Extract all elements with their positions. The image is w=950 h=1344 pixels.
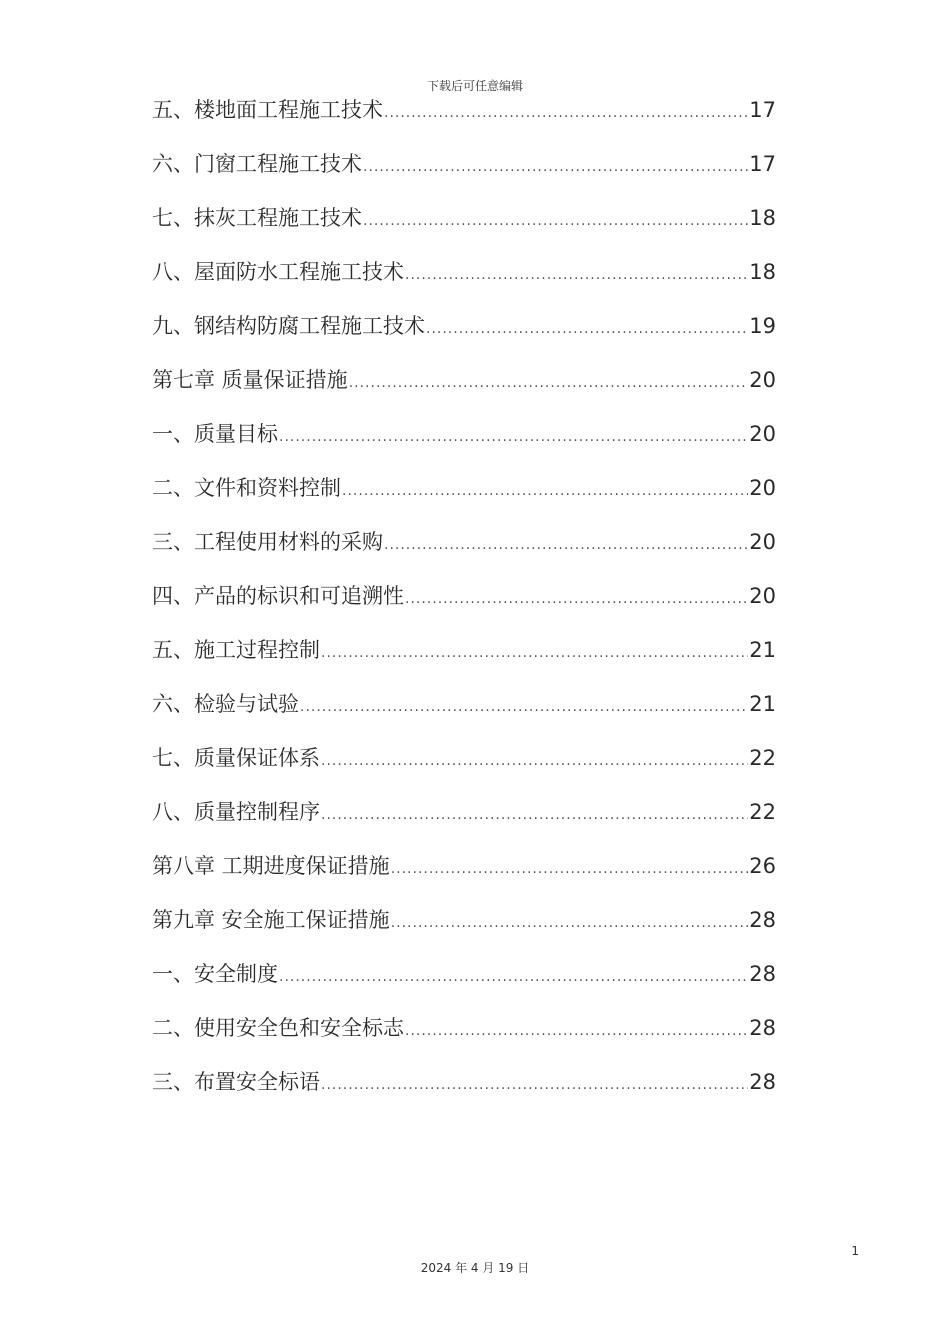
toc-entry-page: 26 (749, 854, 776, 878)
toc-dot-leader (363, 146, 748, 188)
toc-entry-page: 28 (749, 908, 776, 932)
toc-entry[interactable] (152, 1007, 776, 1061)
toc-entry[interactable] (152, 359, 776, 413)
toc-entry-page: 21 (749, 692, 776, 716)
page-footer-date: 2024 年 4 月 19 日 (420, 1261, 530, 1275)
toc-entry[interactable] (152, 89, 776, 143)
page-number: 1 (851, 1244, 859, 1258)
toc-dot-leader (321, 740, 748, 782)
toc-dot-leader (279, 416, 748, 458)
toc-entry-page: 20 (749, 476, 776, 500)
toc-entry-title: 五、施工过程控制 (152, 638, 320, 662)
toc-entry[interactable] (152, 683, 776, 737)
toc-entry-page: 28 (749, 1016, 776, 1040)
toc-entry[interactable] (152, 305, 776, 359)
toc-dot-leader (384, 524, 748, 566)
toc-entry[interactable] (152, 791, 776, 845)
toc-dot-leader (391, 848, 749, 890)
toc-entry-title: 三、工程使用材料的采购 (152, 530, 383, 554)
toc-entry-page: 28 (749, 962, 776, 986)
toc-dot-leader (321, 794, 748, 836)
toc-entry[interactable] (152, 197, 776, 251)
toc-entry[interactable] (152, 629, 776, 683)
toc-entry-title: 二、使用安全色和安全标志 (152, 1016, 404, 1040)
toc-entry-title: 三、布置安全标语 (152, 1070, 320, 1094)
toc-entry-title: 一、质量目标 (152, 422, 278, 446)
toc-dot-leader (384, 92, 748, 134)
toc-dot-leader (349, 362, 749, 404)
toc-entry-title: 九、钢结构防腐工程施工技术 (152, 314, 425, 338)
toc-entry-page: 20 (749, 368, 776, 392)
toc-entry-page: 17 (749, 98, 776, 122)
toc-entry[interactable] (152, 575, 776, 629)
toc-dot-leader (391, 902, 749, 944)
toc-dot-leader (342, 470, 748, 512)
toc-dot-leader (405, 1010, 748, 1052)
toc-entry-title: 八、质量控制程序 (152, 800, 320, 824)
table-of-contents (152, 89, 776, 1115)
toc-entry-title: 六、门窗工程施工技术 (152, 152, 362, 176)
toc-entry-title: 八、屋面防水工程施工技术 (152, 260, 404, 284)
toc-entry-title: 第九章 安全施工保证措施 (152, 908, 390, 932)
toc-entry-page: 22 (749, 800, 776, 824)
toc-dot-leader (321, 1064, 748, 1106)
toc-dot-leader (405, 254, 748, 296)
toc-entry-title: 六、检验与试验 (152, 692, 299, 716)
toc-entry-page: 28 (749, 1070, 776, 1094)
toc-entry-title: 四、产品的标识和可追溯性 (152, 584, 404, 608)
toc-entry[interactable] (152, 467, 776, 521)
toc-entry-title: 第八章 工期进度保证措施 (152, 854, 390, 878)
toc-dot-leader (279, 956, 748, 998)
toc-entry-page: 21 (749, 638, 776, 662)
page-header: 下载后可任意编辑 (426, 79, 523, 93)
toc-entry[interactable] (152, 899, 776, 953)
toc-entry[interactable] (152, 953, 776, 1007)
toc-entry-page: 17 (749, 152, 776, 176)
toc-entry-title: 五、楼地面工程施工技术 (152, 98, 383, 122)
toc-entry-title: 二、文件和资料控制 (152, 476, 341, 500)
toc-dot-leader (405, 578, 748, 620)
toc-dot-leader (426, 308, 748, 350)
toc-entry-title: 一、安全制度 (152, 962, 278, 986)
toc-entry[interactable] (152, 1061, 776, 1115)
toc-entry-page: 22 (749, 746, 776, 770)
toc-entry-page: 18 (749, 260, 776, 284)
toc-entry[interactable] (152, 845, 776, 899)
toc-entry-title: 七、抹灰工程施工技术 (152, 206, 362, 230)
toc-dot-leader (321, 632, 748, 674)
toc-entry-page: 18 (749, 206, 776, 230)
toc-dot-leader (300, 686, 748, 728)
toc-entry-page: 20 (749, 584, 776, 608)
toc-entry[interactable] (152, 521, 776, 575)
toc-entry-title: 第七章 质量保证措施 (152, 368, 348, 392)
toc-entry-page: 20 (749, 422, 776, 446)
toc-entry-title: 七、质量保证体系 (152, 746, 320, 770)
toc-entry-page: 19 (749, 314, 776, 338)
toc-dot-leader (363, 200, 748, 242)
toc-entry[interactable] (152, 251, 776, 305)
toc-entry[interactable] (152, 413, 776, 467)
toc-entry[interactable] (152, 737, 776, 791)
toc-entry-page: 20 (749, 530, 776, 554)
toc-entry[interactable] (152, 143, 776, 197)
